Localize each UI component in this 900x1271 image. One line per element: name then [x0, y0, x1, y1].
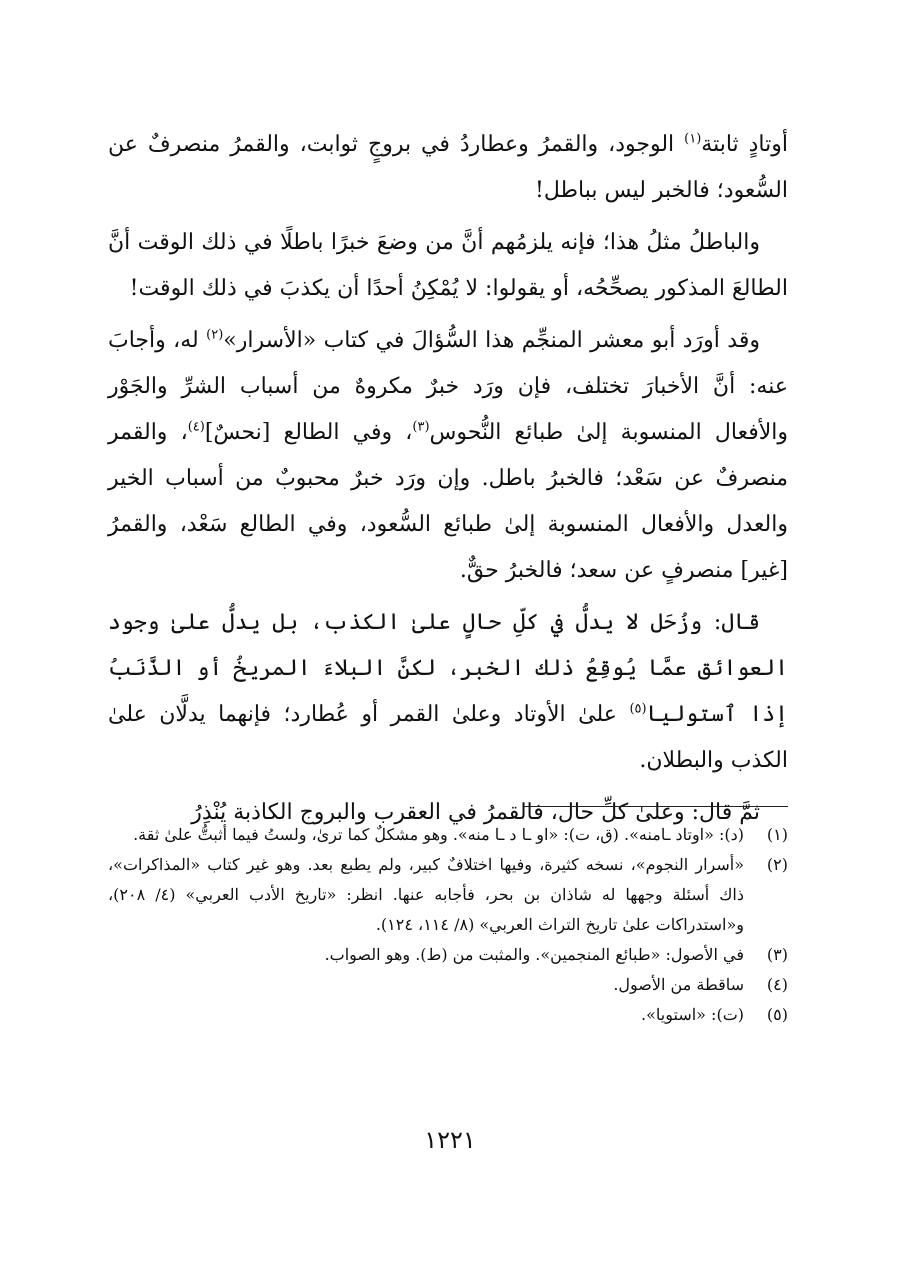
footnote-4 [108, 970, 788, 1000]
footnote-ref-2[interactable]: (٢) [206, 327, 224, 343]
text-run: قال: وزُحَل لا يدلُّ في كلِّ حالٍ علىٰ الكذب، بل يدلُّ علىٰ وجود العوائق عمَّا يُوقِعُ ذلك الخبر، لكنَّ البلاءَ المريخُ أو الذَّنَبُ إذا ٱستوليا [108, 610, 788, 727]
footnote-number: (٢) [766, 855, 788, 874]
footnote-number: (٥) [766, 1005, 788, 1024]
paragraph-5: ثمَّ قال: وعلىٰ كلِّ حال، فالقمرُ في العقرب والبروج الكاذبة يُنْذِرُ [191, 800, 760, 825]
text-run: ، والقمر منصرفٌ عن سَعْد؛ فالخبرُ باطل. وإن ورَد خبرٌ محبوبٌ من أسباب الخير والعدل والأفعال المنسوبة إلىٰ طبائع السُّعود، وفي الطالع سَعْد، والقمرُ [غير] منصرفٍ عن سعد؛ فالخبرُ حقٌّ. [108, 420, 788, 583]
footnote-text: (ت): «استويا». [641, 1005, 744, 1024]
text-run: وقد أورَد أبو معشر المنجِّم هذا السُّؤالَ في كتاب «الأسرار» [223, 328, 760, 353]
footnote-text: «أسرار النجوم»، نسخه كثيرة، وفيها اختلافٌ كبير، ولم يطبع بعد. وهو غير كتاب «المذاكرات»، ذاك أسئلة وجهها له شاذان بن بحر، فأجابه عنها. انظر: «تاريخ الأدب العربي» (٤/ ٢٠٨)، و«استدراكات علىٰ تاريخ التراث العربي» (٨/ ١١٤، ١٢٤). [108, 855, 744, 934]
footnote-text: في الأصول: «طبائع المنجمين». والمثبت من (ط). وهو الصواب. [324, 945, 744, 964]
footnote-ref-4[interactable]: (٤) [187, 419, 205, 435]
footnote-ref-3[interactable]: (٣) [412, 419, 430, 435]
footnote-separator [524, 806, 788, 807]
footnote-number: (٤) [766, 975, 788, 994]
footnote-ref-1[interactable]: (١) [684, 131, 702, 147]
footnote-2 [108, 850, 788, 940]
footnote-text: (د): «اوتاد ـامنه». (ق، ت): «او ـا د ـا منه». وهو مشكلٌ كما ترىٰ، ولستُ فيما أثبتُّ علىٰ ثقة. [133, 825, 744, 844]
footnote-text: ساقطة من الأصول. [613, 975, 744, 994]
text-run: ، وفي الطالع [نحسٌ] [204, 420, 413, 445]
footnote-1 [108, 820, 788, 850]
footnote-5 [108, 1000, 788, 1030]
footnote-ref-5[interactable]: (٥) [629, 701, 647, 717]
paragraph-3 [108, 318, 788, 594]
text-run: الوجود، والقمرُ وعطاردُ في بروجٍ ثوابت، والقمرُ منصرفٌ عن السُّعود؛ فالخبر ليس بباطل! [108, 132, 788, 203]
footnote-3 [108, 940, 788, 970]
paragraph-4 [108, 600, 788, 784]
paragraph-1 [108, 122, 788, 214]
footnote-number: (١) [766, 825, 788, 844]
paragraph-2: والباطلُ مثلُ هذا؛ فإنه يلزمُهم أنَّ من وضعَ خبرًا باطلًا في ذلك الوقت أنَّ الطالعَ المذكور يصحِّحُه، أو يقولوا: لا يُمْكِنُ أحدًا أن يكذبَ في ذلك الوقت! [108, 230, 788, 301]
text-run: له، وأجابَ عنه: أنَّ الأخبارَ تختلف، فإن ورَد خبرٌ مكروهٌ من أسباب الشرِّ والجَوْر والأفعال المنسوبة إلىٰ طبائع النُّحوس [108, 328, 788, 445]
text-run: أوتادٍ ثابتة [701, 132, 788, 157]
main-text [108, 122, 788, 842]
footnote-number: (٣) [766, 945, 788, 964]
page-number: ١٢٢١ [424, 1126, 476, 1154]
text-run: علىٰ الأوتاد وعلىٰ القمر أو عُطارد؛ فإنهما يدلَّان علىٰ الكذب والبطلان. [108, 702, 788, 773]
footnotes [108, 820, 788, 1030]
